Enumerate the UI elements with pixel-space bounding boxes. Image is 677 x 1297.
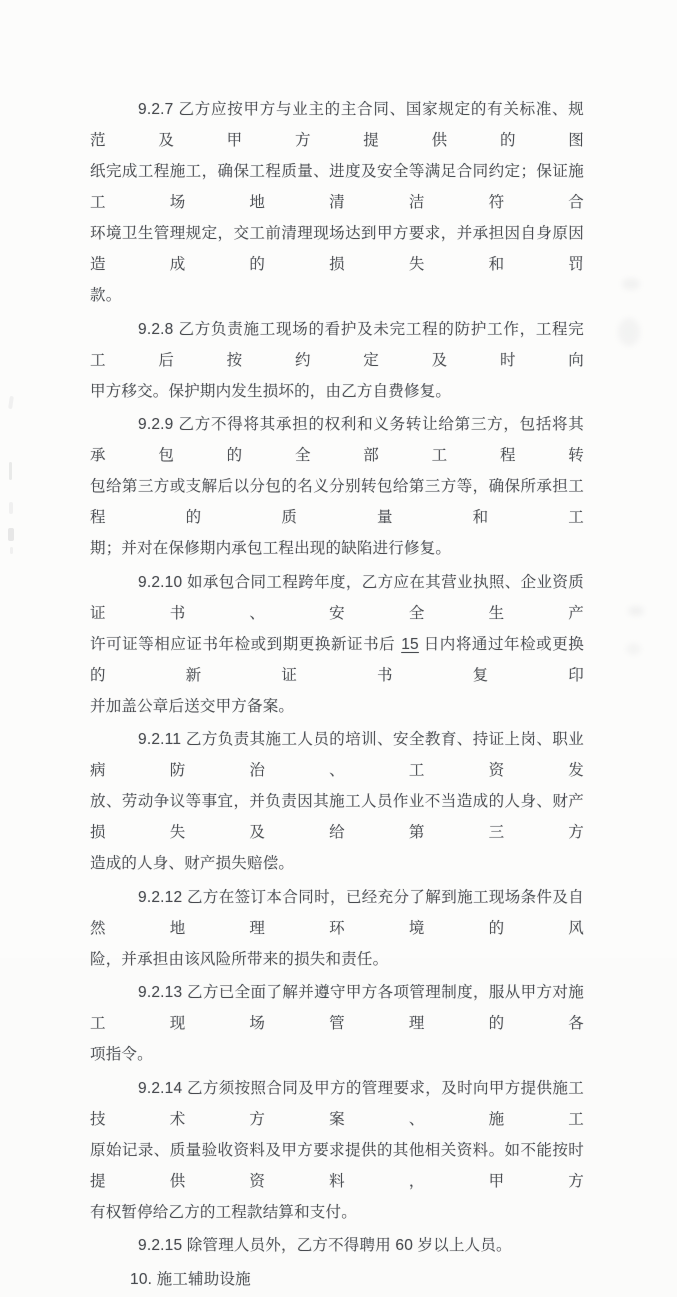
filled-blank-days: 15 [401, 635, 419, 653]
scan-smudge [628, 606, 644, 616]
clause-line: 有权暂停给乙方的工程款结算和支付。 [90, 1203, 357, 1221]
clause-9-2-12 [90, 882, 584, 975]
clause-9-2-11 [90, 724, 584, 879]
scan-smudge [622, 278, 640, 290]
clause-line: 险，并承担由该风险所带来的损失和责任。 [90, 950, 389, 968]
clause-line: 环境卫生管理规定，交工前清理现场达到甲方要求，并承担因自身原因造成的损失和罚 [90, 225, 584, 273]
clause-line: 9.2.14 乙方须按照合同及甲方的管理要求，及时向甲方提供施工技术方案、施工 [90, 1079, 584, 1128]
clause-line: 9.2.7 乙方应按甲方与业主的主合同、国家规定的有关标准、规范及甲方提供的图 [90, 101, 584, 149]
clause-line: 并加盖公章后送交甲方备案。 [90, 697, 295, 715]
clause-line: 款。 [90, 287, 122, 304]
scan-artifact [9, 462, 12, 480]
clause-line: 期；并对在保修期内承包工程出现的缺陷进行修复。 [90, 540, 452, 557]
clause-9-2-15 [90, 1230, 584, 1261]
section-10-heading [90, 1264, 584, 1295]
clause-line: 9.2.11 乙方负责其施工人员的培训、安全教育、持证上岗、职业病防治、工资发 [90, 731, 584, 779]
clause-line: 包给第三方或支解后以分包的名义分别转包给第三方等，确保所承担工程的质量和工 [90, 478, 584, 526]
scan-artifact [8, 528, 14, 541]
clause-line: 9.2.13 乙方已全面了解并遵守甲方各项管理制度，服从甲方对施工现场管理的各 [90, 984, 584, 1032]
clause-line: 9.2.9 乙方不得将其承担的权利和义务转让给第三方，包括将其承包的全部工程转 [90, 416, 584, 464]
clause-line: 造成的人身、财产损失赔偿。 [90, 855, 295, 872]
scan-artifact [9, 502, 13, 514]
clause-line: 9.2.12 乙方在签订本合同时，已经充分了解到施工现场条件及自然地理环境的风 [90, 888, 584, 937]
clause-line: 9.2.8 乙方负责施工现场的看护及未完工程的防护工作，工程完工后按约定及时向 [90, 320, 584, 369]
clause-line: 9.2.10 如承包合同工程跨年度，乙方应在其营业执照、企业资质证书、安全生产 [90, 573, 584, 622]
clause-9-2-14 [90, 1073, 584, 1228]
clause-line: 放、劳动争议等事宜，并负责因其施工人员作业不当造成的人身、财产损失及给第三方 [90, 793, 584, 841]
clause-9-2-8 [90, 314, 584, 407]
scan-smudge [618, 318, 640, 346]
contract-text-block [90, 94, 584, 1297]
clause-9-2-10 [90, 567, 584, 722]
clause-9-2-13 [90, 977, 584, 1070]
scan-smudge [626, 643, 641, 655]
scan-artifact [10, 547, 13, 554]
clause-text-after-blank: 日内将通过年检或更换的新证书复印 [90, 635, 584, 684]
clause-line-with-blank [90, 629, 584, 691]
clause-text-before-blank: 许可证等相应证书年检或到期更换新证书后 [90, 635, 396, 653]
clause-line: 甲方移交。保护期内发生损坏的，由乙方自费修复。 [90, 382, 452, 400]
clause-9-2-7 [90, 94, 584, 311]
scan-artifact [8, 396, 14, 409]
clause-line: 原始记录、质量验收资料及甲方要求提供的其他相关资料。如不能按时提供资料，甲方 [90, 1141, 584, 1190]
clause-line: 项指令。 [90, 1046, 153, 1063]
clause-line: 9.2.15 除管理人员外，乙方不得聘用 60 岁以上人员。 [138, 1237, 512, 1254]
clause-9-2-9 [90, 409, 584, 564]
clause-line: 纸完成工程施工，确保工程质量、进度及安全等满足合同约定；保证施工场地清洁符合 [90, 163, 584, 211]
section-heading-line: 10. 施工辅助设施 [130, 1270, 251, 1288]
